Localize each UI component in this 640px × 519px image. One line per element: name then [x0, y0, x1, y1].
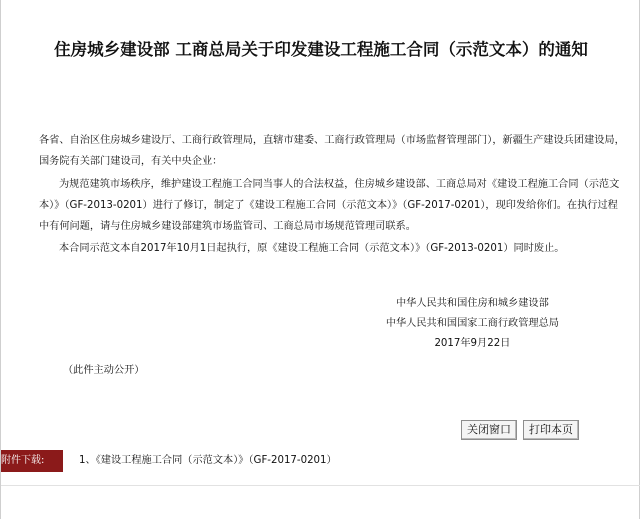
- signoff-date: 2017年9月22日: [434, 338, 511, 349]
- salutation-line-2: 国务院有关部门建设司，有关中央企业：: [39, 156, 223, 167]
- signoff-org-1: 中华人民共和国住房和城乡建设部: [396, 298, 549, 309]
- body-line-2: 本）》（GF-2013-0201）进行了修订，制定了《建设工程施工合同（示范文本）》（GF-2017-0201），现印发给你们。在执行过程: [39, 200, 618, 211]
- body-paragraph-2: [39, 238, 564, 259]
- public-note: （此件主动公开）: [63, 365, 145, 376]
- body-line-1: 为规范建筑市场秩序，维护建设工程施工合同当事人的合法权益，住房城乡建设部、工商总局对《建设工程施工合同（示范文: [59, 179, 620, 190]
- notice-title: 住房城乡建设部 工商总局关于印发建设工程施工合同（示范文本）的通知: [54, 40, 588, 59]
- attachments-bar: [1, 450, 640, 472]
- body-paragraph-1: [39, 174, 619, 237]
- divider: [1, 485, 640, 486]
- close-window-button[interactable]: 关闭窗口: [461, 420, 517, 440]
- body-line-3: 中有何问题，请与住房城乡建设部建筑市场监管司、工商总局市场规范管理司联系。: [39, 221, 416, 232]
- salutation-line-1: 各省、自治区住房城乡建设厅、工商行政管理局，直辖市建委、工商行政管理局（市场监督管理部门），新疆生产建设兵团建设局，: [39, 135, 625, 146]
- signoff-org-2: 中华人民共和国国家工商行政管理总局: [385, 318, 559, 329]
- attachments-tab: 附件下载:: [1, 450, 63, 472]
- salutation: [39, 130, 625, 172]
- print-page-button[interactable]: 打印本页: [523, 420, 579, 440]
- signoff-block: [386, 294, 559, 354]
- effective-date-line: 本合同示范文本自2017年10月1日起执行，原《建设工程施工合同（示范文本）》（GF-2013-0201）同时废止。: [59, 243, 565, 254]
- attachment-link[interactable]: 1、《建设工程施工合同（示范文本）》（GF-2017-0201）: [79, 455, 337, 466]
